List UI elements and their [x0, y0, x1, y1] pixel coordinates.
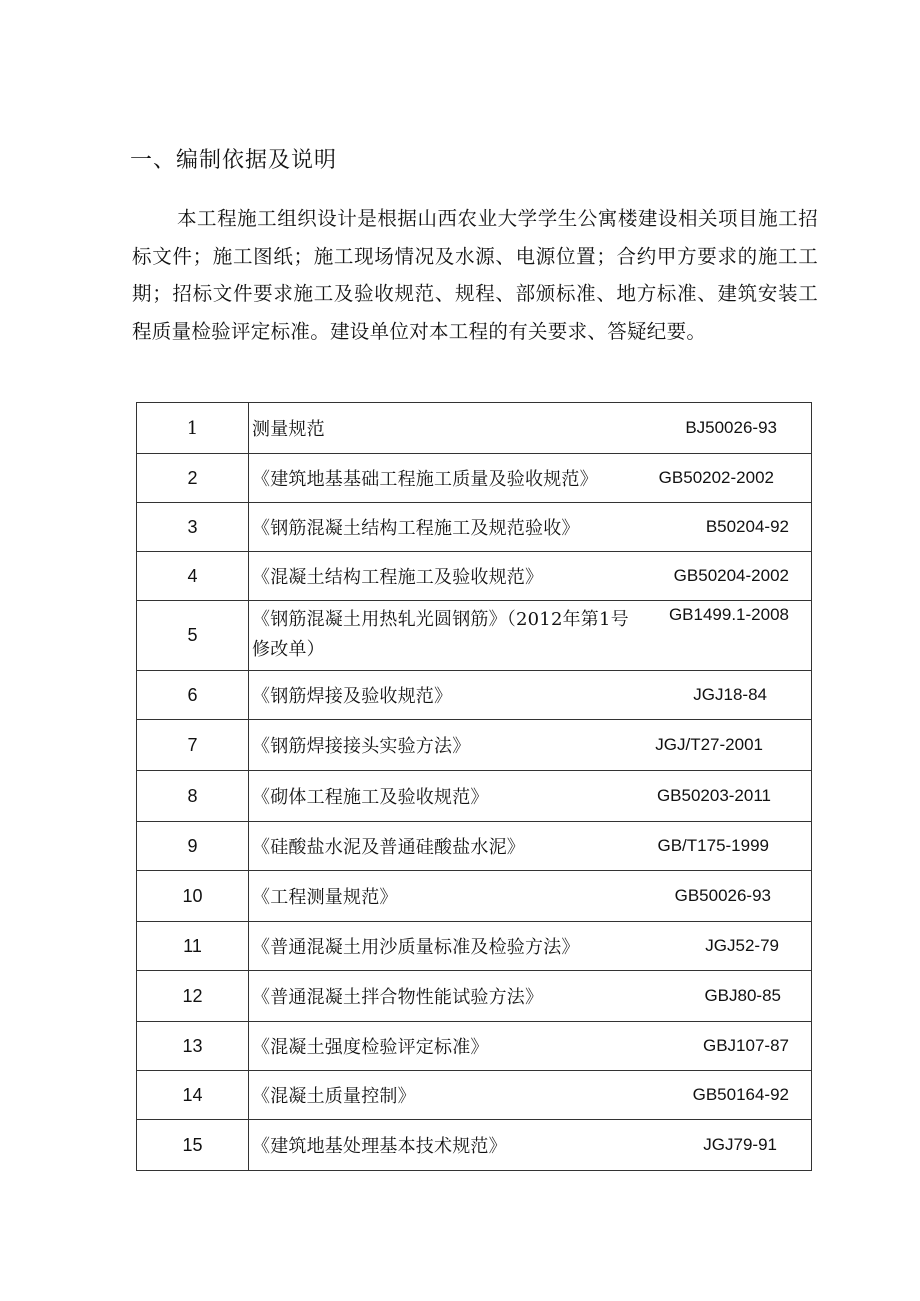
table-row — [137, 822, 812, 871]
row-number: 9 — [137, 822, 249, 871]
row-number: 14 — [137, 1071, 249, 1120]
standard-title: 《建筑地基基础工程施工质量及验收规范》 — [252, 469, 598, 490]
standard-title: 《砌体工程施工及验收规范》 — [252, 787, 489, 808]
table-row — [137, 720, 812, 771]
standard-title: 《普通混凝土拌合物性能试验方法》 — [252, 987, 544, 1008]
row-number: 12 — [137, 971, 249, 1022]
standard-code: GB1499.1-2008 — [668, 605, 789, 624]
standard-code: GB50164-92 — [692, 1085, 789, 1104]
standard-title: 《建筑地基处理基本技术规范》 — [252, 1136, 507, 1157]
standard-code: GB50203-2011 — [656, 786, 771, 805]
standard-code: JGJ52-79 — [705, 936, 779, 955]
table-row — [137, 922, 812, 971]
standard-title: 测量规范 — [252, 419, 325, 440]
table-row — [137, 871, 812, 922]
row-number: 4 — [137, 552, 249, 601]
standard-code: BJ50026-93 — [685, 418, 777, 437]
row-number: 13 — [137, 1022, 249, 1071]
standard-title: 《混凝土强度检验评定标准》 — [252, 1037, 489, 1058]
row-number: 6 — [137, 671, 249, 720]
row-number: 1 — [137, 403, 249, 454]
standard-title: 《钢筋混凝土用热轧光圆钢筋》（2012年第1号修改单） — [252, 609, 629, 660]
standard-title: 《普通混凝土用沙质量标准及检验方法》 — [252, 937, 580, 958]
table-row — [137, 601, 812, 671]
standard-title: 《钢筋焊接及验收规范》 — [252, 686, 453, 707]
row-number: 8 — [137, 771, 249, 822]
table-row — [137, 552, 812, 601]
table-row — [137, 971, 812, 1022]
standard-title: 《混凝土质量控制》 — [252, 1086, 416, 1107]
standard-code: JGJ18-84 — [693, 685, 767, 704]
table-row — [137, 771, 812, 822]
standard-code: GBJ107-87 — [703, 1036, 789, 1055]
standard-code: GBJ80-85 — [704, 986, 781, 1005]
standard-code: JGJ79-91 — [703, 1135, 777, 1154]
standard-code: B50204-92 — [705, 517, 789, 536]
table-row — [137, 1071, 812, 1120]
standard-code: GB50204-2002 — [673, 566, 789, 585]
standard-code: GB50026-93 — [674, 886, 771, 905]
row-number: 10 — [137, 871, 249, 922]
row-number: 7 — [137, 720, 249, 771]
row-number: 11 — [137, 922, 249, 971]
standard-code: JGJ/T27-2001 — [655, 735, 763, 754]
standard-title: 《硅酸盐水泥及普通硅酸盐水泥》 — [252, 837, 525, 858]
intro-paragraph: 本工程施工组织设计是根据山西农业大学学生公寓楼建设相关项目施工招标文件；施工图纸；施工现场情况及水源、电源位置；合约甲方要求的施工工期；招标文件要求施工及验收规范、规程、部颁标准、地方标准、建筑安装工程质量检验评定标准。建设单位对本工程的有关要求、答疑纪要。 — [132, 207, 818, 343]
standard-title: 《工程测量规范》 — [252, 887, 398, 908]
section-heading: 一、编制依据及说明 — [130, 148, 338, 173]
standard-title: 《混凝土结构工程施工及验收规范》 — [252, 567, 544, 588]
standard-title: 《钢筋混凝土结构工程施工及规范验收》 — [252, 518, 580, 539]
standards-table — [136, 402, 812, 1171]
table-row — [137, 1022, 812, 1071]
row-number: 3 — [137, 503, 249, 552]
row-number: 2 — [137, 454, 249, 503]
table-row — [137, 1120, 812, 1171]
table-row — [137, 671, 812, 720]
standard-code: GB/T175-1999 — [657, 836, 769, 855]
table-row — [137, 454, 812, 503]
table-row — [137, 503, 812, 552]
standard-code: GB50202-2002 — [658, 468, 774, 487]
row-number: 15 — [137, 1120, 249, 1171]
standard-title: 《钢筋焊接接头实验方法》 — [252, 736, 471, 757]
table-row — [137, 403, 812, 454]
row-number: 5 — [137, 601, 249, 671]
